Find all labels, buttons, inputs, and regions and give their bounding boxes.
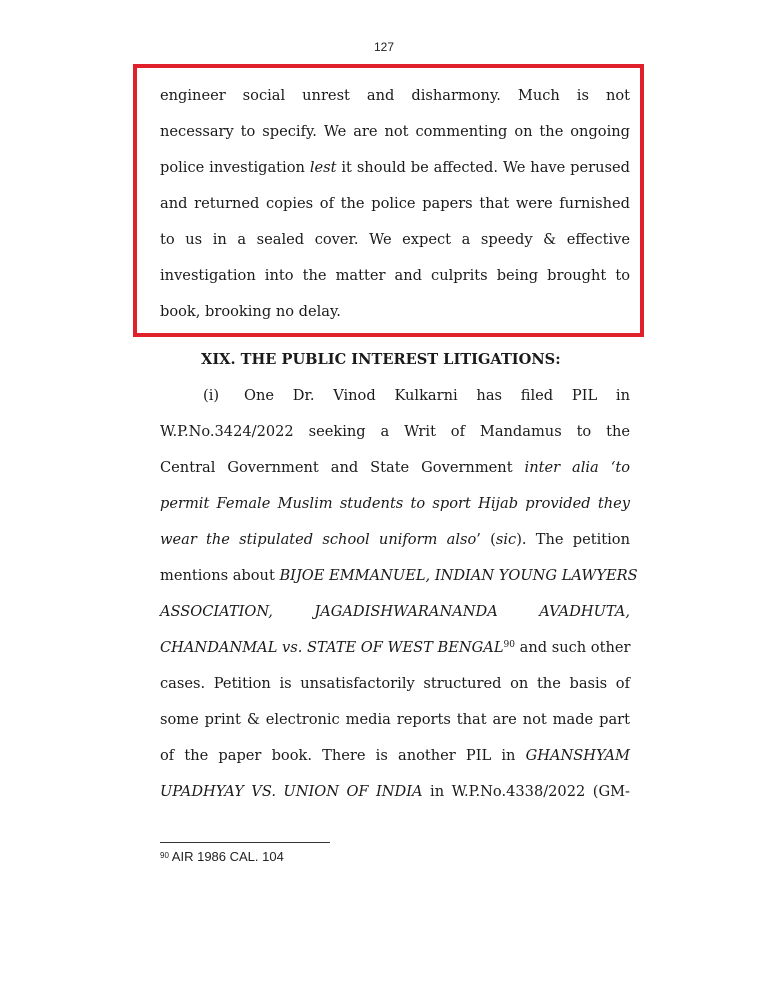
body-line: and returned copies of the police papers that were furnished	[160, 195, 630, 212]
footnote-rule	[160, 842, 330, 843]
body-line: cases. Petition is unsatisfactorily structured on the basis of	[160, 675, 630, 692]
body-line: mentions about BIJOE EMMANUEL, INDIAN YOUNG LAWYERS	[160, 567, 638, 584]
body-line: wear the stipulated school uniform also’ (sic). The petition	[160, 531, 630, 548]
body-line: some print & electronic media reports that are not made part	[160, 711, 630, 728]
footnote-number: 90	[160, 851, 169, 860]
body-line: investigation into the matter and culprits being brought to	[160, 267, 630, 284]
body-line: ASSOCIATION, JAGADISHWARANANDA AVADHUTA,	[160, 603, 631, 620]
page-number: 127	[373, 40, 395, 54]
body-line: book, brooking no delay.	[160, 303, 341, 320]
body-line: CHANDANMAL vs. STATE OF WEST BENGAL$^{90}$ and such other	[160, 639, 631, 656]
list-marker: (i)	[203, 387, 220, 404]
body-line: permit Female Muslim students to sport Hijab provided they	[160, 495, 630, 512]
body-line: necessary to specify. We are not commenting on the ongoing	[160, 123, 630, 140]
body-line: police investigation lest it should be affected. We have perused	[160, 159, 630, 176]
section-heading: XIX. THE PUBLIC INTEREST LITIGATIONS:	[201, 351, 561, 368]
body-line: Central Government and State Government inter alia ‘to	[160, 459, 630, 476]
footnote-ref: 90	[503, 640, 515, 650]
body-line: UPADHYAY VS. UNION OF INDIA in W.P.No.4338/2022 (GM-	[160, 783, 630, 800]
body-line: to us in a sealed cover. We expect a speedy & effective	[160, 231, 630, 248]
body-line: of the paper book. There is another PIL in GHANSHYAM	[160, 747, 630, 764]
body-line: engineer social unrest and disharmony. Much is not	[160, 87, 630, 104]
footnote: $^{90}$ AIR 1986 CAL. 104	[160, 849, 284, 864]
body-line: W.P.No.3424/2022 seeking a Writ of Mandamus to the	[160, 423, 630, 440]
